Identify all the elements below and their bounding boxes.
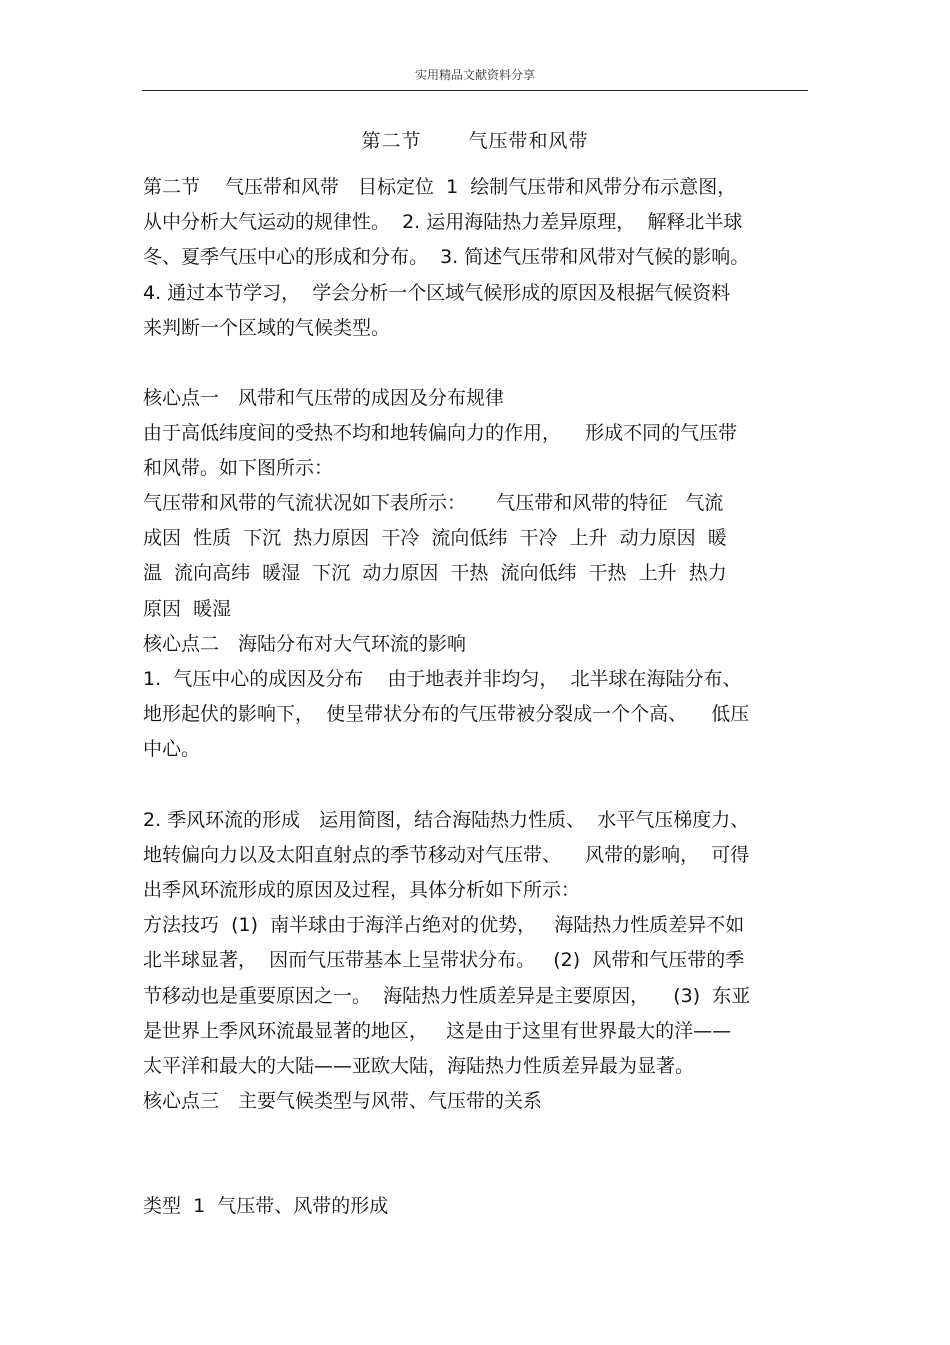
- body-line: 冬、夏季气压中心的形成和分布。 3. 简述气压带和风带对气候的影响。: [143, 246, 750, 268]
- page-header-text: 实用精品文献资料分享: [414, 68, 535, 82]
- body-line: 和风带。如下图所示：: [143, 457, 334, 479]
- body-line: 1. 气压中心的成因及分布 由于地表并非均匀， 北半球在海陆分布、: [143, 668, 742, 690]
- section-heading: 核心点三 主要气候类型与风带、气压带的关系: [143, 1090, 543, 1112]
- document-title: 第二节 气压带和风带: [361, 130, 589, 152]
- body-line: 2. 季风环流的形成 运用简图，结合海陆热力性质、 水平气压梯度力、: [143, 809, 750, 831]
- body-line: 是世界上季风环流最显著的地区， 这是由于这里有世界最大的洋——: [143, 1020, 732, 1042]
- body-line: 从中分析大气运动的规律性。 2. 运用海陆热力差异原理， 解释北半球: [143, 211, 743, 233]
- body-line: 节移动也是重要原因之一。 海陆热力性质差异是主要原因， (3) 东亚: [143, 985, 751, 1007]
- body-line: 方法技巧 (1) 南半球由于海洋占绝对的优势， 海陆热力性质差异不如: [143, 914, 745, 936]
- body-line: 原因 暖湿: [143, 598, 232, 620]
- body-line: 北半球显著， 因而气压带基本上呈带状分布。 (2) 风带和气压带的季: [143, 949, 745, 971]
- body-line: 来判断一个区域的气候类型。: [143, 317, 391, 339]
- section-heading: 核心点一 风带和气压带的成因及分布规律: [143, 387, 505, 409]
- body-line: 由于高低纬度间的受热不均和地转偏向力的作用， 形成不同的气压带: [143, 422, 738, 444]
- body-line: 第二节 气压带和风带 目标定位 1 绘制气压带和风带分布示意图，: [143, 176, 737, 198]
- body-line: 地形起伏的影响下， 使呈带状分布的气压带被分裂成一个个高、 低压: [143, 703, 750, 725]
- body-line: 太平洋和最大的大陆——亚欧大陆，海陆热力性质差异最为显著。: [143, 1055, 695, 1077]
- body-line: 中心。: [143, 738, 201, 760]
- body-line: 4. 通过本节学习， 学会分析一个区域气候形成的原因及根据气候资料: [143, 282, 731, 304]
- section-heading: 核心点二 海陆分布对大气环流的影响: [143, 633, 467, 655]
- body-line: 温 流向高纬 暖湿 下沉 动力原因 干热 流向低纬 干热 上升 热力: [143, 562, 727, 584]
- section-heading: 类型 1 气压带、风带的形成: [143, 1195, 389, 1217]
- body-line: 地转偏向力以及太阳直射点的季节移动对气压带、 风带的影响， 可得: [143, 844, 750, 866]
- header-divider: [142, 90, 808, 91]
- body-line: 成因 性质 下沉 热力原因 干冷 流向低纬 干冷 上升 动力原因 暖: [143, 527, 727, 549]
- body-line: 气压带和风带的气流状况如下表所示： 气压带和风带的特征 气流: [143, 492, 724, 514]
- body-line: 出季风环流形成的原因及过程，具体分析如下所示：: [143, 879, 581, 901]
